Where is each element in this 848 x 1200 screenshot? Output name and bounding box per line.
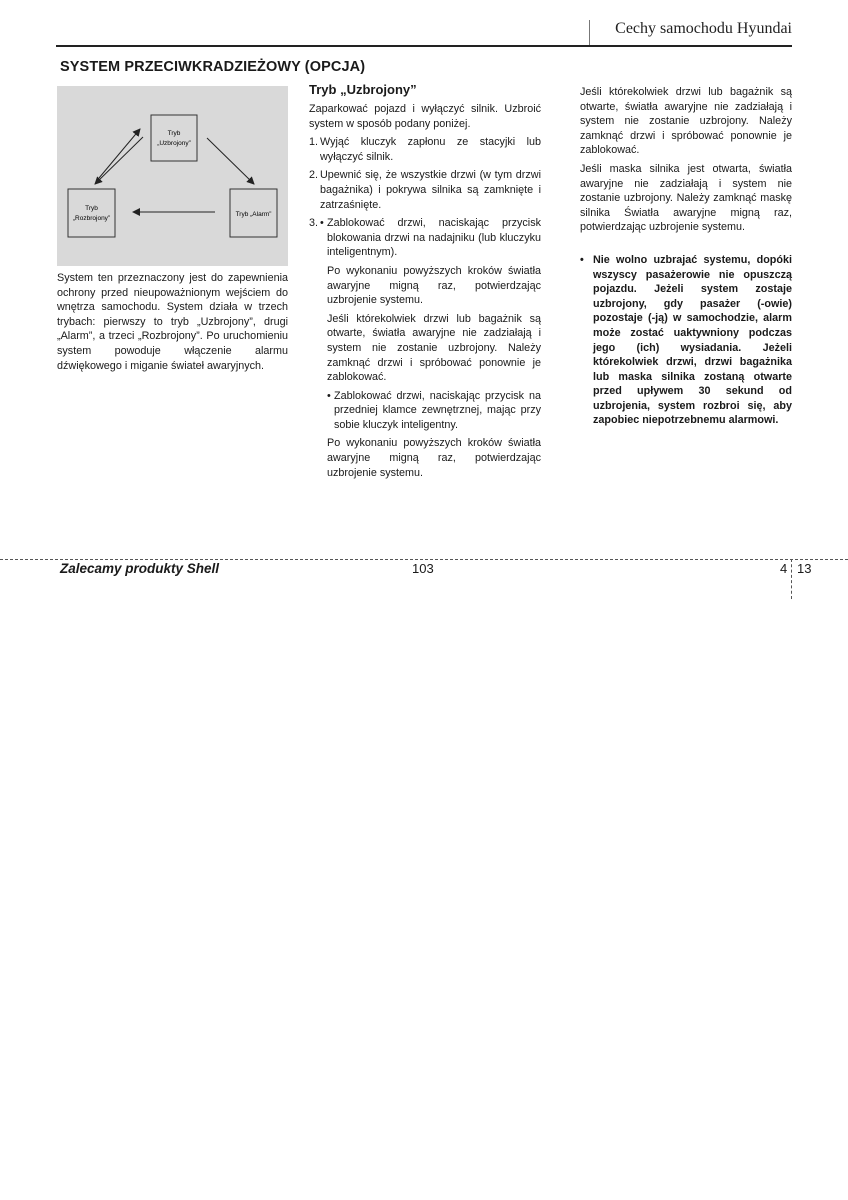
step-1-text: Wyjąć kluczyk zapłonu ze stacyjki lub wyłączyć silnik.	[320, 136, 541, 163]
warning-note	[580, 253, 792, 428]
alarm-mode-label: Tryb „Alarm”	[235, 211, 272, 218]
arrow-armed-to-disarmed	[95, 137, 143, 184]
footer-divider	[791, 559, 792, 599]
step-3b	[309, 389, 541, 433]
disarmed-mode-box	[68, 189, 115, 237]
step-2-text: Upewnić się, że wszystkie drzwi (w tym drzwi bagażnika) i pokrywa silnika są zamknięte i zatrzaśnięte.	[320, 169, 541, 211]
armed-intro: Zaparkować pojazd i wyłączyć silnik. Uzbroić system w sposób podany poniżej.	[309, 103, 541, 130]
armed-mode-box	[151, 115, 197, 161]
bullet-icon: •	[320, 217, 324, 230]
header-title: Cechy samochodu Hyundai	[615, 20, 792, 37]
armed-mode-label-line2: „Uzbrojony”	[157, 140, 191, 147]
arrow-armed-to-alarm	[207, 138, 254, 184]
step-3	[309, 216, 541, 260]
warning-text: Nie wolno uzbrajać systemu, dopóki wszyscy pasażerowie nie opuszczą pojazdu. Jeżeli system zostaje uzbrojony, gdy pasażer (-owie) pozostaje (-ją) w samochodzie, alarm może zostać uaktywniony podczas jego (ich) wysiadania. Jeżeli którekolwiek drzwi, drzwi bagażnika lub maska silnika zostaną otwarte przed upływem 30 sekund od uzbrojenia, system rozbroi się, aby zapobiec niepotrzebnemu alarmowi.	[593, 253, 792, 427]
warning-bullet-icon: •	[580, 253, 584, 266]
step-3a-note: Jeśli którekolwiek drzwi lub bagażnik są otwarte, światła awaryjne nie zadziałają i system nie zostanie uzbrojony. Należy zamknąć drzwi i spróbować ponownie je zablokować.	[327, 312, 541, 384]
armed-mode-heading: Tryb „Uzbrojony”	[309, 82, 417, 97]
bullet-icon: •	[327, 389, 331, 402]
footer-page-number: 13	[797, 561, 812, 576]
intro-paragraph: System ten przeznaczony jest do zapewnienia ochrony przed nieupoważnionym wejściem do wnętrza samochodu. System działa w trzech trybach: pierwszy to tryb „Uzbrojony”, drugi „Alarm”, a trzeci „Rozbrojony”. Po uruchomieniu system powoduje włączenie alarmu dźwiękowego i miganie świateł awaryjnych.	[57, 272, 288, 372]
armed-mode-label-line1: Tryb	[167, 130, 181, 137]
hood-open-note: Jeśli maska silnika jest otwarta, światła awaryjne nie zadziałają i system nie zostanie uzbrojony. Należy zamknąć maskę silnika Światła awaryjne migną raz, potwierdzając uzbrojenie systemu.	[580, 162, 792, 234]
arrow-disarmed-to-armed	[99, 129, 140, 178]
step-2	[309, 168, 541, 212]
disarmed-mode-label-line1: Tryb	[85, 205, 98, 212]
section-title: SYSTEM PRZECIWKRADZIEŻOWY (OPCJA)	[60, 59, 366, 75]
footer-chapter-number: 4	[780, 561, 788, 576]
disarmed-mode-label-line2: „Rozbrojony”	[72, 215, 111, 222]
header-divider	[589, 20, 590, 45]
column-2	[309, 102, 541, 480]
step-3a	[320, 216, 541, 260]
column-1	[57, 271, 288, 373]
header-rule	[56, 45, 792, 47]
mode-diagram	[57, 86, 288, 266]
footer-brand-text: Zalecamy produkty Shell	[60, 561, 220, 576]
step-1	[309, 135, 541, 164]
step-3b-text: Zablokować drzwi, naciskając przycisk na przedniej klamce zewnętrznej, mając przy sobie kluczyk inteligentny.	[334, 389, 541, 431]
step-3b-result: Po wykonaniu powyższych kroków światła awaryjne migną raz, potwierdzając uzbrojenie systemu.	[327, 437, 541, 479]
footer-rule	[0, 559, 848, 560]
doors-open-note: Jeśli którekolwiek drzwi lub bagażnik są otwarte, światła awaryjne nie zadziałają i system nie zostanie uzbrojony. Należy zamknąć drzwi i spróbować ponownie je zablokować.	[580, 86, 792, 157]
step-1-number: 1.	[309, 136, 319, 149]
step-2-number: 2.	[309, 169, 319, 182]
column-3	[580, 85, 792, 428]
step-3-number: 3.	[309, 217, 319, 230]
footer-scan-page-number: 103	[412, 561, 434, 576]
step-3a-result: Po wykonaniu powyższych kroków światła awaryjne migną raz, potwierdzając uzbrojenie systemu.	[327, 264, 541, 307]
step-3a-text: Zablokować drzwi, naciskając przycisk blokowania drzwi na nadajniku (lub kluczyku inteligentnym).	[327, 217, 541, 259]
